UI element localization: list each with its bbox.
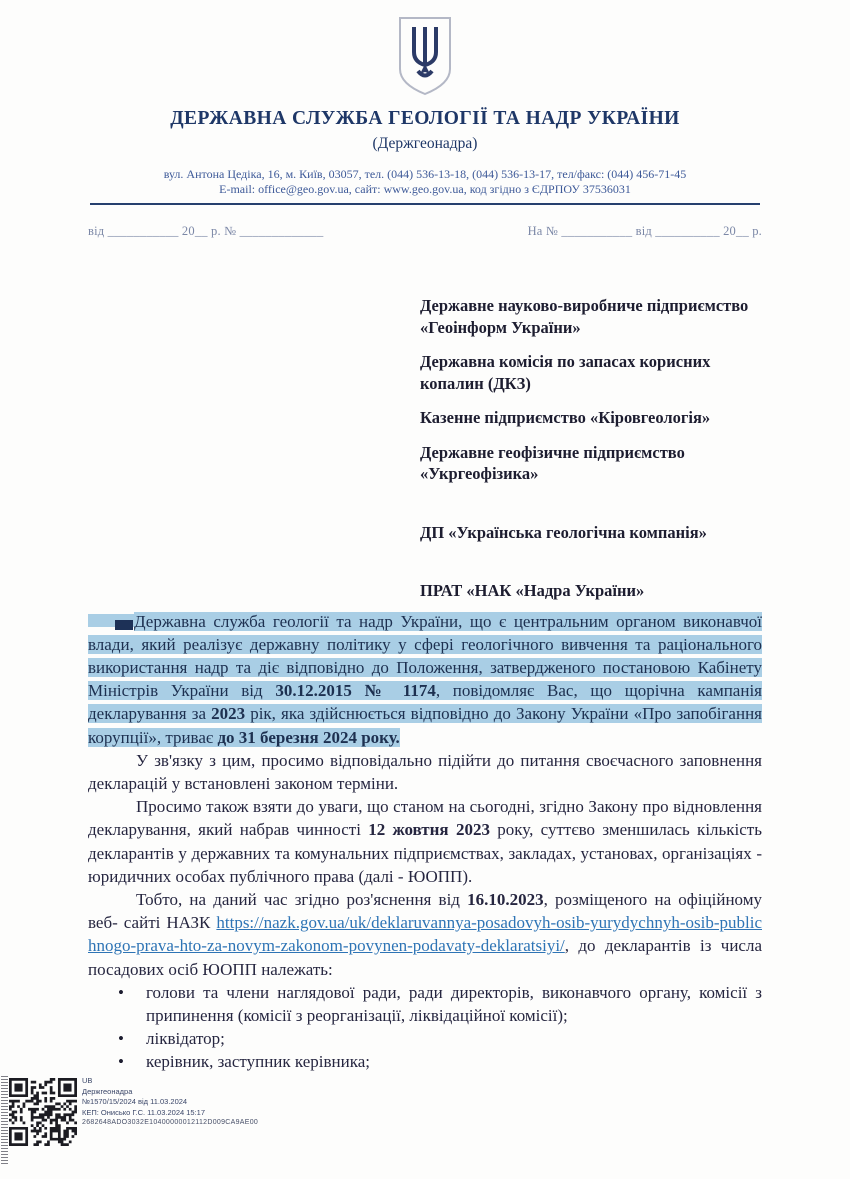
- stamp-signature: КЕП: Онисько Г.С. 11.03.2024 15:17: [82, 1107, 206, 1117]
- declarants-list: [88, 981, 762, 1074]
- org-title: ДЕРЖАВНА СЛУЖБА ГЕОЛОГІЇ ТА НАДР УКРАЇНИ: [170, 108, 680, 129]
- org-contacts: E-mail: office@geo.gov.ua, сайт: www.geo.gov.ua, код згідно з ЄДРПОУ 37536031: [219, 181, 631, 196]
- bold-deadline: до 31 березня 2024 року.: [217, 727, 400, 747]
- stamp-doc-number: №1570/15/2024 від 11.03.2024: [82, 1097, 188, 1106]
- paragraph-highlighted: [88, 610, 762, 749]
- ref-incoming-blank: На № ___________ від __________ 20__ р.: [527, 224, 762, 238]
- header-divider: [90, 203, 760, 205]
- paragraph-text: Тобто, на даний час згідно роз'яснення від: [136, 889, 468, 909]
- list-item-text: ліквідатор;: [146, 1029, 225, 1049]
- bold-law-date: 12 жовтня 2023: [368, 820, 490, 840]
- recipient-ugk: ДП «Українська геологічна компанія»: [420, 522, 707, 542]
- paragraph-text: рік, яка здійснюється відповідно до Закону України «Про запобігання корупції», триває: [88, 704, 762, 747]
- ukraine-trident-emblem-icon: [0, 0, 850, 100]
- nazk-link[interactable]: https://nazk.gov.ua/uk/deklaruvannya-posadovyh-osib-yurydychnyh-osib-publichnogo-prava-hto-za-novym-zakonom-povynen-podavaty-deklaratsiyi/: [88, 913, 762, 956]
- list-item-director: [88, 1050, 762, 1073]
- recipient-dkz: Державна комісія по запасах корисних копалин (ДКЗ): [420, 352, 711, 393]
- stamp-org-code: UB: [82, 1076, 93, 1085]
- paragraph-timely-filing: [88, 749, 762, 795]
- list-item-liquidator: [88, 1027, 762, 1050]
- recipient-ukrgeofizika: Державне геофізичне підприємство «Укргеофізика»: [420, 442, 685, 483]
- qr-code-icon: [9, 1078, 77, 1146]
- bold-date-resolution: 30.12.2015 № 1174: [275, 681, 436, 701]
- paragraph-law-restored: [88, 795, 762, 888]
- paragraph-nazk-clarification: [88, 888, 762, 981]
- recipient-nadra-ukrainy: ПРАТ «НАК «Надра України»: [420, 581, 645, 600]
- letter-body: [88, 610, 762, 1074]
- registration-stamp: [0, 1072, 340, 1172]
- list-item-text: керівник, заступник керівника;: [146, 1052, 370, 1072]
- paragraph-text: , розміщеного на офіційному веб- сайті НАЗК: [88, 889, 762, 933]
- org-short-name: (Держгеонадра): [372, 135, 478, 152]
- paragraph-text: , повідомляє Вас, що щорічна кампанія декларування за: [88, 681, 762, 724]
- stamp-hash: 2682648ADO3032E10400000012112D009CA9AE00: [82, 1119, 259, 1126]
- recipient-geoinform: Державне науково-виробниче підприємство «Геоінформ України»: [420, 296, 749, 337]
- stamp-text: [82, 1076, 258, 1129]
- ref-outgoing-blank: від ___________ 20__ р. № _____________: [88, 224, 324, 238]
- redaction-mark: [115, 620, 133, 630]
- paragraph-text: Просимо також взяти до уваги, що станом на сьогодні, згідно Закону про відновлення декларування, який набрав чинності: [88, 797, 762, 840]
- highlight-lead: [88, 614, 134, 627]
- bold-year: 2023: [211, 704, 246, 724]
- paragraph-text: року, суттєво зменшилась кількість декларантів у державних та комунальних підприємствах, закладах, установах, організаціях - юридичних особах публічного права (далі - ЮОПП).: [88, 820, 762, 886]
- list-item-text: голови та члени наглядової ради, ради директорів, виконавчого органу, комісії з припинення (комісії з реорганізації, ліквідаційної комісії);: [146, 982, 762, 1025]
- paragraph-text: , до декларантів із числа посадових осіб ЮОПП належать:: [88, 936, 762, 979]
- list-item-heads: [88, 981, 762, 1027]
- recipients-block: [420, 295, 765, 602]
- recipient-kirovgeologia: Казенне підприємство «Кіровгеологія»: [420, 408, 711, 427]
- stamp-org-name: Держгеонадра: [82, 1086, 133, 1096]
- paragraph-text: У зв'язку з цим, просимо відповідально підійти до питання своєчасного заповнення декларацій у встановлені законом терміни.: [88, 750, 762, 793]
- reference-row: [88, 224, 762, 239]
- bold-clarification-date: 16.10.2023: [467, 889, 544, 909]
- stamp-vertical-strip: [1, 1076, 8, 1166]
- letterhead: [0, 0, 850, 205]
- org-address: вул. Антона Цедіка, 16, м. Київ, 03057, тел. (044) 536-13-18, (044) 536-13-17, тел/факс: (044) 456-71-45: [163, 167, 687, 181]
- paragraph-text: Державна служба геології та надр України, що є центральним органом виконавчої влади, який реалізує державну політику у сфері геологічного вивчення та раціонального використання надр та діє відповідно до Положення, затвердженого постановою Кабінету Міністрів України від: [88, 611, 762, 701]
